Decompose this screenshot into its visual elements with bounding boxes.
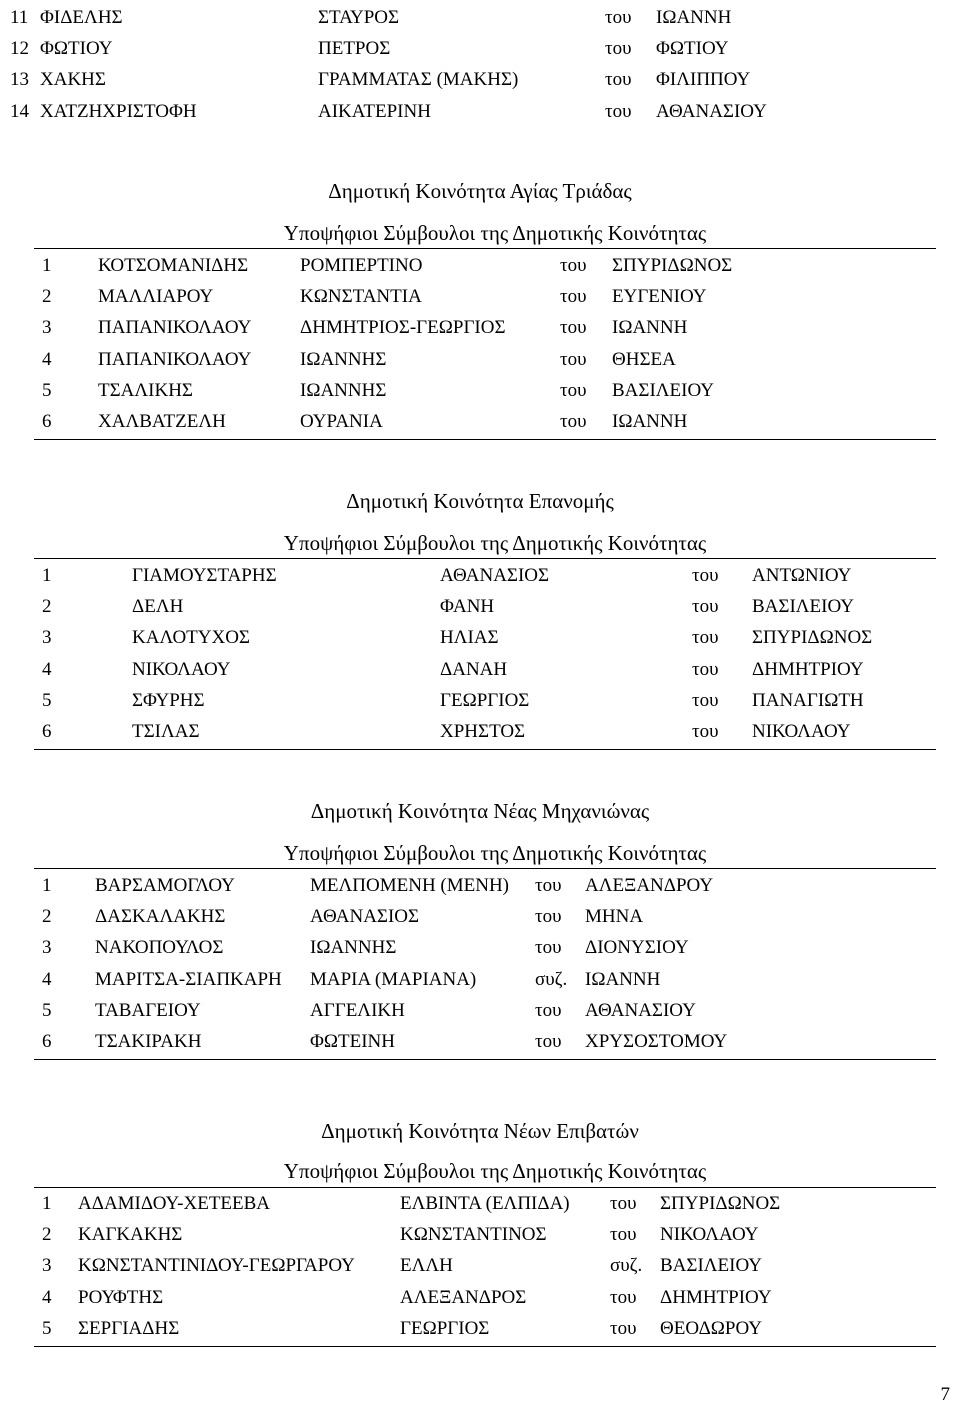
row-number: 4 xyxy=(42,658,52,680)
first-name: ΜΕΛΠΟΜΕΝΗ (ΜΕΝΗ) xyxy=(310,875,510,896)
surname: ΤΣΑΚΙΡΑΚΗ xyxy=(95,1031,202,1052)
father-name: ΧΡΥΣΟΣΤΟΜΟΥ xyxy=(585,1031,728,1052)
row-number: 1 xyxy=(42,1193,52,1214)
relation: του xyxy=(605,38,632,60)
row-number: 2 xyxy=(42,286,52,308)
table-row xyxy=(0,591,960,622)
first-name: ΚΩΝΣΤΑΝΤΙΑ xyxy=(300,286,422,308)
row-number: 5 xyxy=(42,1317,52,1339)
father-name: ΙΩΑΝΝΗ xyxy=(612,411,688,432)
first-name: ΣΤΑΥΡΟΣ xyxy=(318,7,400,28)
father-name: ΝΙΚΟΛΑΟΥ xyxy=(752,721,851,742)
surname: ΤΣΑΛΙΚΗΣ xyxy=(98,379,193,401)
first-name: ΑΛΕΞΑΝΔΡΟΣ xyxy=(400,1286,527,1308)
row-number: 12 xyxy=(10,38,29,60)
row-number: 5 xyxy=(42,379,52,401)
father-name: ΔΗΜΗΤΡΙΟΥ xyxy=(752,658,864,680)
first-name: ΦΩΤΕΙΝΗ xyxy=(310,1031,395,1052)
table-row xyxy=(0,344,960,375)
relation: συζ. xyxy=(610,1255,643,1277)
surname: ΚΑΓΚΑΚΗΣ xyxy=(78,1224,183,1246)
relation: του xyxy=(605,69,632,91)
section-subtitle: Υποψήφιοι Σύμβουλοι της Δημοτικής Κοινότητας xyxy=(283,531,707,555)
row-number: 2 xyxy=(42,1224,52,1246)
section-title: Δημοτική Κοινότητα Νέας Μηχανιώνας xyxy=(310,799,650,823)
first-name: ΙΩΑΝΝΗΣ xyxy=(300,348,387,370)
table-row xyxy=(0,1282,960,1313)
table-row xyxy=(0,932,960,963)
section-subtitle: Υποψήφιοι Σύμβουλοι της Δημοτικής Κοινότητας xyxy=(283,841,707,865)
surname: ΣΦΥΡΗΣ xyxy=(132,689,205,711)
row-number: 11 xyxy=(10,7,29,28)
father-name: ΜΗΝΑ xyxy=(585,906,644,928)
surname: ΧΑΛΒΑΤΖΕΛΗ xyxy=(98,411,226,432)
surname: ΠΑΠΑΝΙΚΟΛΑΟΥ xyxy=(98,348,252,370)
father-name: ΦΙΛΙΠΠΟΥ xyxy=(656,69,751,91)
father-name: ΔΙΟΝΥΣΙΟΥ xyxy=(585,937,689,959)
father-name: ΙΩΑΝΝΗ xyxy=(585,968,661,990)
surname: ΣΕΡΓΙΑΔΗΣ xyxy=(78,1317,180,1339)
first-name: ΕΛΒΙΝΤΑ (ΕΛΠΙΔΑ) xyxy=(400,1193,570,1214)
row-number: 6 xyxy=(42,1031,52,1052)
section-title: Δημοτική Κοινότητα Νέων Επιβατών xyxy=(321,1119,639,1143)
row-number: 2 xyxy=(42,906,52,928)
relation: συζ. xyxy=(535,968,568,990)
row-number: 6 xyxy=(42,721,52,742)
page-number: 7 xyxy=(940,1384,950,1405)
table-bottom-border xyxy=(34,1059,936,1060)
row-number: 13 xyxy=(10,69,29,91)
first-name: ΚΩΝΣΤΑΝΤΙΝΟΣ xyxy=(400,1224,547,1246)
relation: του xyxy=(535,999,562,1021)
relation: του xyxy=(610,1193,637,1214)
row-number: 2 xyxy=(42,596,52,618)
table-row xyxy=(0,250,960,281)
surname: ΦΩΤΙΟΥ xyxy=(40,38,113,60)
relation: του xyxy=(535,1031,562,1052)
father-name: ΒΑΣΙΛΕΙΟΥ xyxy=(612,379,714,401)
relation: του xyxy=(692,596,719,618)
surname: ΒΑΡΣΑΜΟΓΛΟΥ xyxy=(95,875,235,896)
father-name: ΒΑΣΙΛΕΙΟΥ xyxy=(752,596,854,618)
relation: του xyxy=(610,1224,637,1246)
surname: ΑΔΑΜΙΔΟΥ-ΧΕΤΕΕΒΑ xyxy=(78,1193,271,1214)
row-number: 4 xyxy=(42,1286,52,1308)
table-bottom-border xyxy=(34,439,936,440)
surname: ΔΕΛΗ xyxy=(132,596,184,618)
father-name: ΘΕΟΔΩΡΟΥ xyxy=(660,1317,762,1339)
relation: του xyxy=(610,1286,637,1308)
father-name: ΘΗΣΕΑ xyxy=(612,348,676,370)
relation: του xyxy=(610,1317,637,1339)
table-top-border xyxy=(34,868,936,869)
first-name: ΓΕΩΡΓΙΟΣ xyxy=(440,689,530,711)
table-row xyxy=(0,870,960,901)
first-name: ΕΛΛΗ xyxy=(400,1255,453,1277)
surname: ΚΩΝΣΤΑΝΤΙΝΙΔΟΥ-ΓΕΩΡΓΑΡΟΥ xyxy=(78,1255,355,1277)
first-name: ΑΓΓΕΛΙΚΗ xyxy=(310,999,405,1021)
relation: του xyxy=(692,689,719,711)
table-row xyxy=(0,406,960,437)
relation: του xyxy=(560,348,587,370)
surname: ΤΑΒΑΓΕΙΟΥ xyxy=(95,999,201,1021)
surname: ΧΑΤΖΗΧΡΙΣΤΟΦΗ xyxy=(40,100,197,122)
first-name: ΡΟΜΠΕΡΤΙΝΟ xyxy=(300,255,423,276)
table-row xyxy=(0,312,960,343)
father-name: ΕΥΓΕΝΙΟΥ xyxy=(612,286,707,308)
table-row xyxy=(0,33,960,64)
relation: του xyxy=(535,937,562,959)
relation: του xyxy=(560,255,587,276)
relation: του xyxy=(692,565,719,586)
relation: του xyxy=(605,100,632,122)
first-name: ΜΑΡΙΑ (ΜΑΡΙΑΝΑ) xyxy=(310,968,477,990)
surname: ΜΑΛΛΙΑΡΟΥ xyxy=(98,286,214,308)
table-top-border xyxy=(34,558,936,559)
surname: ΜΑΡΙΤΣΑ-ΣΙΑΠΚΑΡΗ xyxy=(95,968,282,990)
table-row xyxy=(0,716,960,747)
section-title: Δημοτική Κοινότητα Αγίας Τριάδας xyxy=(328,179,632,203)
row-number: 1 xyxy=(42,565,52,586)
surname: ΔΑΣΚΑΛΑΚΗΣ xyxy=(95,906,226,928)
table-row xyxy=(0,1313,960,1344)
first-name: ΟΥΡΑΝΙΑ xyxy=(300,411,383,432)
table-row xyxy=(0,622,960,653)
row-number: 4 xyxy=(42,348,52,370)
row-number: 3 xyxy=(42,1255,52,1277)
first-name: ΠΕΤΡΟΣ xyxy=(318,38,391,60)
father-name: ΦΩΤΙΟΥ xyxy=(656,38,729,60)
table-bottom-border xyxy=(34,1346,936,1347)
father-name: ΑΛΕΞΑΝΔΡΟΥ xyxy=(585,875,714,896)
father-name: ΣΠΥΡΙΔΩΝΟΣ xyxy=(752,627,873,649)
row-number: 3 xyxy=(42,937,52,959)
table-row xyxy=(0,560,960,591)
father-name: ΑΘΑΝΑΣΙΟΥ xyxy=(656,100,767,122)
father-name: ΝΙΚΟΛΑΟΥ xyxy=(660,1224,759,1246)
table-row xyxy=(0,64,960,95)
relation: του xyxy=(605,7,632,28)
table-row xyxy=(0,375,960,406)
first-name: ΙΩΑΝΝΗΣ xyxy=(310,937,397,959)
table-row xyxy=(0,2,960,33)
table-row xyxy=(0,685,960,716)
relation: του xyxy=(560,317,587,339)
table-row xyxy=(0,964,960,995)
table-row xyxy=(0,995,960,1026)
first-name: ΔΑΝΑΗ xyxy=(440,658,508,680)
first-name: ΦΑΝΗ xyxy=(440,596,495,618)
father-name: ΣΠΥΡΙΔΩΝΟΣ xyxy=(660,1193,781,1214)
father-name: ΣΠΥΡΙΔΩΝΟΣ xyxy=(612,255,733,276)
surname: ΝΙΚΟΛΑΟΥ xyxy=(132,658,231,680)
relation: του xyxy=(692,721,719,742)
father-name: ΙΩΑΝΝΗ xyxy=(612,317,688,339)
first-name: ΓΡΑΜΜΑΤΑΣ (ΜΑΚΗΣ) xyxy=(318,69,519,91)
surname: ΠΑΠΑΝΙΚΟΛΑΟΥ xyxy=(98,317,252,339)
relation: του xyxy=(692,658,719,680)
father-name: ΒΑΣΙΛΕΙΟΥ xyxy=(660,1255,762,1277)
section-subtitle: Υποψήφιοι Σύμβουλοι της Δημοτικής Κοινότητας xyxy=(283,1159,707,1183)
table-top-border xyxy=(34,248,936,249)
relation: του xyxy=(560,286,587,308)
table-row xyxy=(0,1188,960,1219)
row-number: 3 xyxy=(42,317,52,339)
father-name: ΑΝΤΩΝΙΟΥ xyxy=(752,565,852,586)
surname: ΚΑΛΟΤΥΧΟΣ xyxy=(132,627,250,649)
father-name: ΙΩΑΝΝΗ xyxy=(656,7,732,28)
first-name: ΓΕΩΡΓΙΟΣ xyxy=(400,1317,490,1339)
row-number: 4 xyxy=(42,968,52,990)
table-row xyxy=(0,1219,960,1250)
row-number: 14 xyxy=(10,100,29,122)
row-number: 1 xyxy=(42,255,52,276)
table-row xyxy=(0,96,960,127)
table-bottom-border xyxy=(34,749,936,750)
surname: ΦΙΔΕΛΗΣ xyxy=(40,7,123,28)
surname: ΚΟΤΣΟΜΑΝΙΔΗΣ xyxy=(98,255,249,276)
row-number: 5 xyxy=(42,689,52,711)
first-name: ΧΡΗΣΤΟΣ xyxy=(440,721,526,742)
surname: ΤΣΙΛΑΣ xyxy=(132,721,200,742)
relation: του xyxy=(560,411,587,432)
row-number: 6 xyxy=(42,411,52,432)
father-name: ΔΗΜΗΤΡΙΟΥ xyxy=(660,1286,772,1308)
first-name: ΑΙΚΑΤΕΡΙΝΗ xyxy=(318,100,431,122)
first-name: ΙΩΑΝΝΗΣ xyxy=(300,379,387,401)
surname: ΓΙΑΜΟΥΣΤΑΡΗΣ xyxy=(132,565,277,586)
first-name: ΔΗΜΗΤΡΙΟΣ-ΓΕΩΡΓΙΟΣ xyxy=(300,317,506,339)
table-row xyxy=(0,1026,960,1057)
row-number: 5 xyxy=(42,999,52,1021)
row-number: 1 xyxy=(42,875,52,896)
relation: του xyxy=(692,627,719,649)
first-name: ΗΛΙΑΣ xyxy=(440,627,499,649)
table-row xyxy=(0,281,960,312)
surname: ΝΑΚΟΠΟΥΛΟΣ xyxy=(95,937,224,959)
table-row xyxy=(0,901,960,932)
surname: ΡΟΥΦΤΗΣ xyxy=(78,1286,164,1308)
row-number: 3 xyxy=(42,627,52,649)
table-row xyxy=(0,1250,960,1281)
first-name: ΑΘΑΝΑΣΙΟΣ xyxy=(310,906,420,928)
relation: του xyxy=(535,875,562,896)
table-row xyxy=(0,654,960,685)
relation: του xyxy=(535,906,562,928)
section-subtitle: Υποψήφιοι Σύμβουλοι της Δημοτικής Κοινότητας xyxy=(283,221,707,245)
first-name: ΑΘΑΝΑΣΙΟΣ xyxy=(440,565,550,586)
surname: ΧΑΚΗΣ xyxy=(40,69,106,91)
father-name: ΑΘΑΝΑΣΙΟΥ xyxy=(585,999,696,1021)
relation: του xyxy=(560,379,587,401)
father-name: ΠΑΝΑΓΙΩΤΗ xyxy=(752,689,864,711)
section-title: Δημοτική Κοινότητα Επανομής xyxy=(346,489,614,513)
